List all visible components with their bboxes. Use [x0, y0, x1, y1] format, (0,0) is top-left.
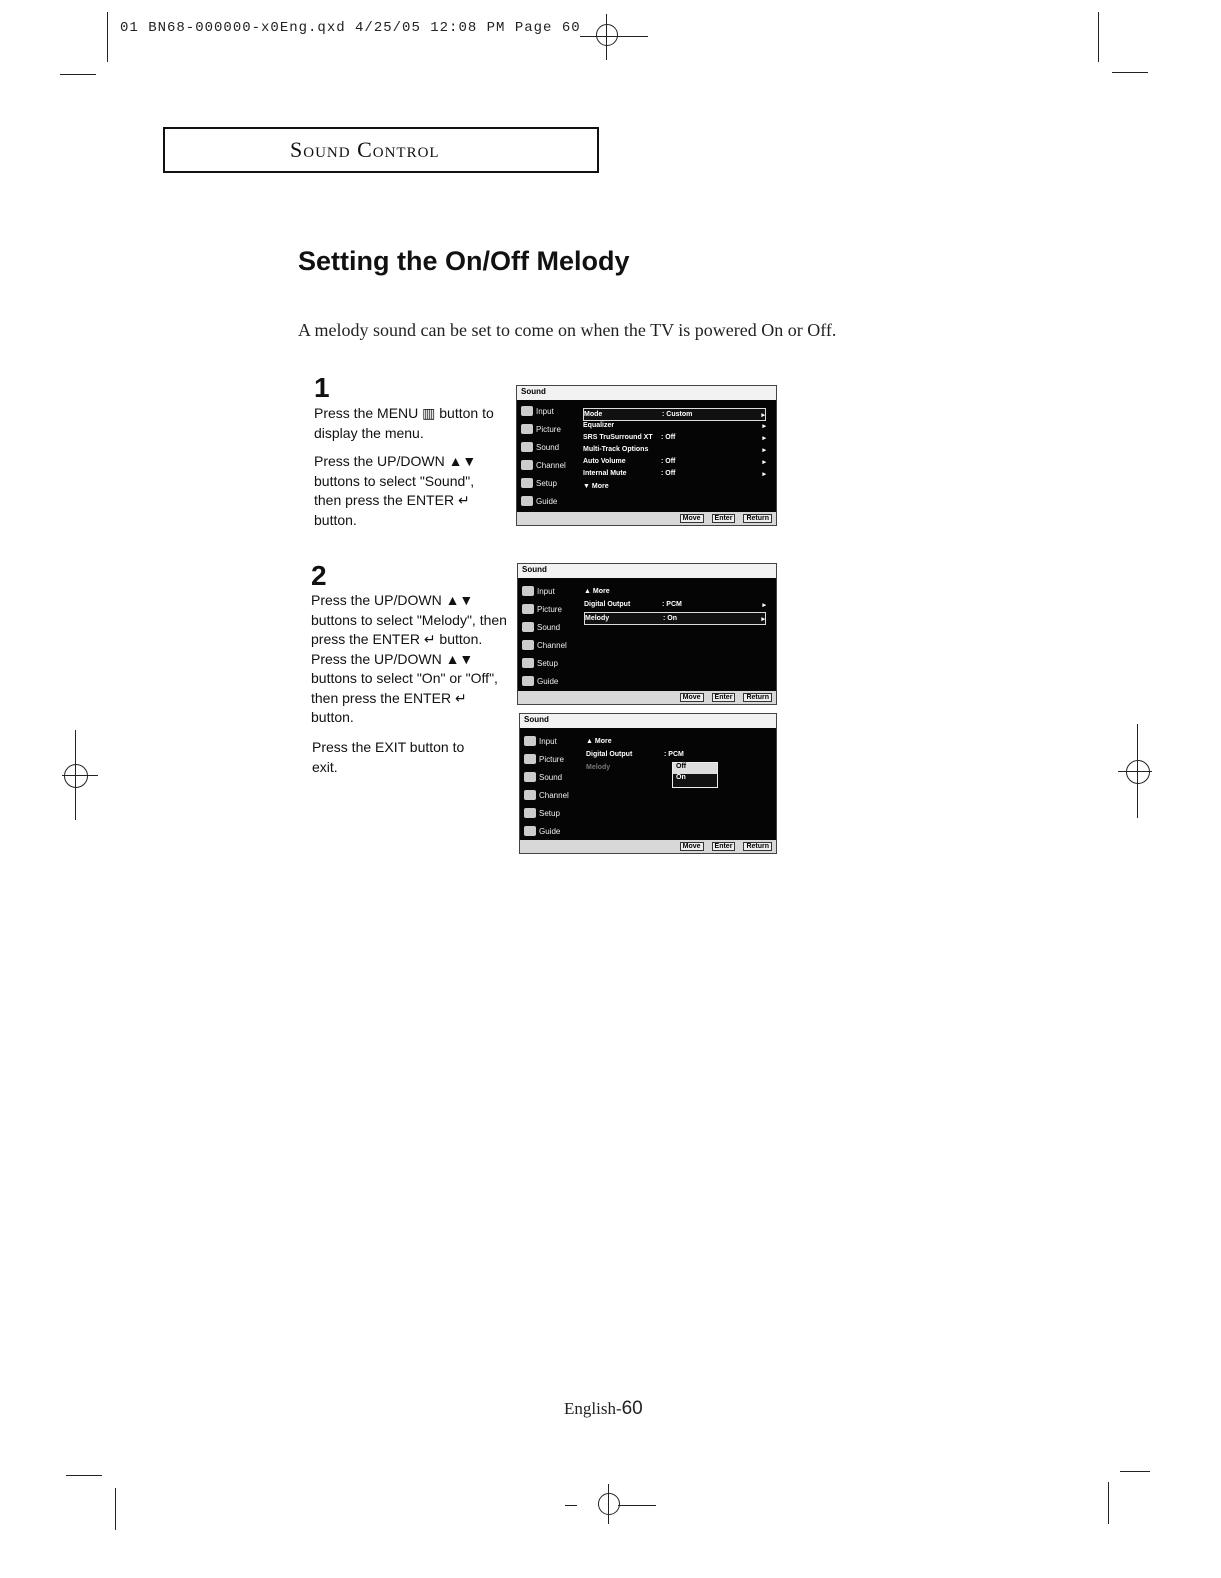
osd-sidebar-item-setup — [524, 808, 560, 818]
crop-mark — [1112, 72, 1148, 73]
registration-mark — [1126, 760, 1150, 784]
osd-sidebar-label: Setup — [539, 808, 560, 818]
registration-mark — [64, 764, 88, 788]
osd-menu-row: ▼ More — [583, 483, 609, 490]
picture-icon — [522, 604, 534, 614]
osd-sidebar-label: Guide — [536, 496, 558, 506]
crop-mark — [60, 74, 96, 75]
input-icon — [522, 586, 534, 596]
crop-mark — [1098, 12, 1099, 62]
osd-header-title: Sound — [521, 387, 546, 396]
setup-icon — [521, 478, 533, 488]
osd-sidebar-item-channel — [524, 790, 569, 800]
osd-sidebar-label: Picture — [537, 604, 562, 614]
step-1-instruction: Press the UP/DOWN ▲▼ buttons to select "Sound", then press the ENTER ↵ button. — [314, 453, 477, 528]
osd-sidebar-label: Input — [537, 586, 555, 596]
osd-sidebar-item-input — [524, 736, 557, 746]
osd-header-title: Sound — [522, 565, 547, 574]
osd-sidebar-item-setup — [522, 658, 558, 668]
registration-mark — [606, 14, 607, 60]
osd-sidebar-item-setup — [521, 478, 557, 488]
arrow-right-icon: ▸ — [762, 601, 766, 609]
osd-option-on: On — [676, 774, 686, 781]
registration-mark — [1118, 771, 1152, 772]
osd-enter-hint: Enter — [712, 842, 736, 851]
osd-footer — [517, 512, 776, 525]
registration-mark — [598, 1493, 620, 1515]
osd-menu-row: ▲ More — [586, 738, 612, 745]
osd-sidebar-item-picture — [522, 604, 562, 614]
page-title: Setting the On/Off Melody — [298, 246, 630, 276]
osd-return-hint: Return — [743, 693, 772, 702]
osd-sidebar-label: Input — [539, 736, 557, 746]
osd-sidebar-label: Setup — [536, 478, 557, 488]
osd-sidebar-item-sound — [524, 772, 562, 782]
osd-menu-row: Internal Mute : Off ▸ — [583, 470, 766, 478]
osd-header — [517, 386, 776, 400]
osd-option-off: Off — [673, 763, 717, 774]
osd-menu-row: SRS TruSurround XT : Off ▸ — [583, 434, 766, 442]
arrow-right-icon: ▸ — [762, 434, 766, 442]
registration-mark — [62, 775, 98, 776]
osd-sidebar — [518, 578, 578, 690]
osd-sidebar-label: Setup — [537, 658, 558, 668]
sound-icon — [521, 442, 533, 452]
osd-menu-row: ▲ More — [584, 588, 610, 595]
crop-mark — [115, 1488, 116, 1530]
guide-icon — [522, 676, 534, 686]
osd-return-hint: Return — [743, 514, 772, 523]
osd-return-hint: Return — [743, 842, 772, 851]
arrow-right-icon: ▸ — [762, 458, 766, 466]
arrow-right-icon: ▸ — [761, 411, 765, 419]
osd-sidebar-item-picture — [524, 754, 564, 764]
guide-icon — [521, 496, 533, 506]
sound-icon — [524, 772, 536, 782]
crop-mark — [66, 1475, 102, 1476]
osd-sidebar-item-channel — [522, 640, 567, 650]
osd-header — [518, 564, 776, 578]
registration-mark — [565, 1505, 577, 1506]
setup-icon — [522, 658, 534, 668]
osd-footer — [518, 691, 776, 704]
osd-sidebar-item-sound — [521, 442, 559, 452]
file-header: 01 BN68-000000-x0Eng.qxd 4/25/05 12:08 PM Page 60 — [120, 20, 581, 36]
step-1-number: 1 — [314, 372, 330, 403]
osd-enter-hint: Enter — [712, 514, 736, 523]
tv-menu-screenshot — [517, 563, 777, 705]
osd-move-hint: Move — [680, 842, 704, 851]
osd-header-title: Sound — [524, 715, 549, 724]
osd-menu-row: Auto Volume : Off ▸ — [583, 458, 766, 466]
osd-sidebar-label: Picture — [539, 754, 564, 764]
channel-icon — [521, 460, 533, 470]
osd-menu-row: Multi-Track Options ▸ — [583, 446, 766, 454]
registration-mark — [580, 36, 648, 37]
osd-sidebar-label: Guide — [537, 676, 559, 686]
registration-mark — [618, 1505, 656, 1506]
osd-move-hint: Move — [680, 693, 704, 702]
input-icon — [521, 406, 533, 416]
crop-mark — [1108, 1482, 1109, 1524]
osd-sidebar-item-sound — [522, 622, 560, 632]
page-number: 60 — [621, 1398, 643, 1419]
osd-sidebar-item-guide — [524, 826, 560, 836]
intro-paragraph: A melody sound can be set to come on when the TV is powered On or Off. — [298, 320, 837, 340]
crop-mark — [1120, 1471, 1150, 1472]
osd-menu-row: Melody — [586, 764, 611, 771]
tv-menu-screenshot — [516, 385, 777, 526]
picture-icon — [521, 424, 533, 434]
step-1-instruction: Press the MENU ▥ button to display the menu. — [314, 405, 494, 441]
osd-sidebar-label: Picture — [536, 424, 561, 434]
osd-sidebar-label: Sound — [536, 442, 560, 452]
osd-sidebar-item-guide — [521, 496, 557, 506]
osd-sidebar-label: Channel — [536, 460, 566, 470]
crop-mark — [107, 12, 108, 62]
osd-sidebar-label: Sound — [539, 772, 563, 782]
section-title: Sound Control — [290, 137, 440, 162]
osd-enter-hint: Enter — [712, 693, 736, 702]
osd-option-popup — [672, 762, 718, 788]
input-icon — [524, 736, 536, 746]
page-footer — [564, 1398, 643, 1420]
osd-menu-row: Mode : Custom ▸ — [583, 408, 766, 421]
osd-sidebar-item-input — [521, 406, 554, 416]
step-2-number: 2 — [311, 560, 327, 591]
arrow-right-icon: ▸ — [762, 470, 766, 478]
arrow-right-icon: ▸ — [761, 615, 765, 623]
osd-header — [520, 714, 776, 728]
osd-sidebar — [517, 400, 577, 511]
osd-move-hint: Move — [680, 514, 704, 523]
sound-icon — [522, 622, 534, 632]
osd-footer — [520, 840, 776, 853]
osd-menu-row: Digital Output : PCM — [586, 751, 684, 758]
arrow-right-icon: ▸ — [762, 422, 766, 430]
osd-sidebar-label: Input — [536, 406, 554, 416]
osd-sidebar — [520, 728, 580, 839]
registration-mark — [608, 1484, 609, 1524]
channel-icon — [522, 640, 534, 650]
channel-icon — [524, 790, 536, 800]
registration-mark — [596, 24, 618, 46]
picture-icon — [524, 754, 536, 764]
osd-sidebar-item-picture — [521, 424, 561, 434]
osd-menu-row: Digital Output : PCM ▸ — [584, 601, 766, 609]
osd-sidebar-label: Sound — [537, 622, 561, 632]
step-2-exit-instruction: Press the EXIT button to exit. — [312, 739, 465, 775]
osd-menu-row-selected: Melody : On ▸ — [584, 612, 766, 625]
guide-icon — [524, 826, 536, 836]
osd-menu-row: Equalizer ▸ — [583, 422, 766, 430]
osd-sidebar-label: Channel — [537, 640, 567, 650]
osd-sidebar-item-channel — [521, 460, 566, 470]
setup-icon — [524, 808, 536, 818]
arrow-right-icon: ▸ — [762, 446, 766, 454]
tv-menu-screenshot — [519, 713, 777, 854]
osd-sidebar-item-input — [522, 586, 555, 596]
footer-label: English- — [564, 1399, 622, 1418]
osd-sidebar-item-guide — [522, 676, 558, 686]
osd-sidebar-label: Channel — [539, 790, 569, 800]
step-2-instruction: Press the UP/DOWN ▲▼ buttons to select "Melody", then press the ENTER ↵ button. Press the UP/DOWN ▲▼ buttons to select "On" or "Off", then press the ENTER ↵ button. — [311, 592, 507, 725]
osd-sidebar-label: Guide — [539, 826, 561, 836]
